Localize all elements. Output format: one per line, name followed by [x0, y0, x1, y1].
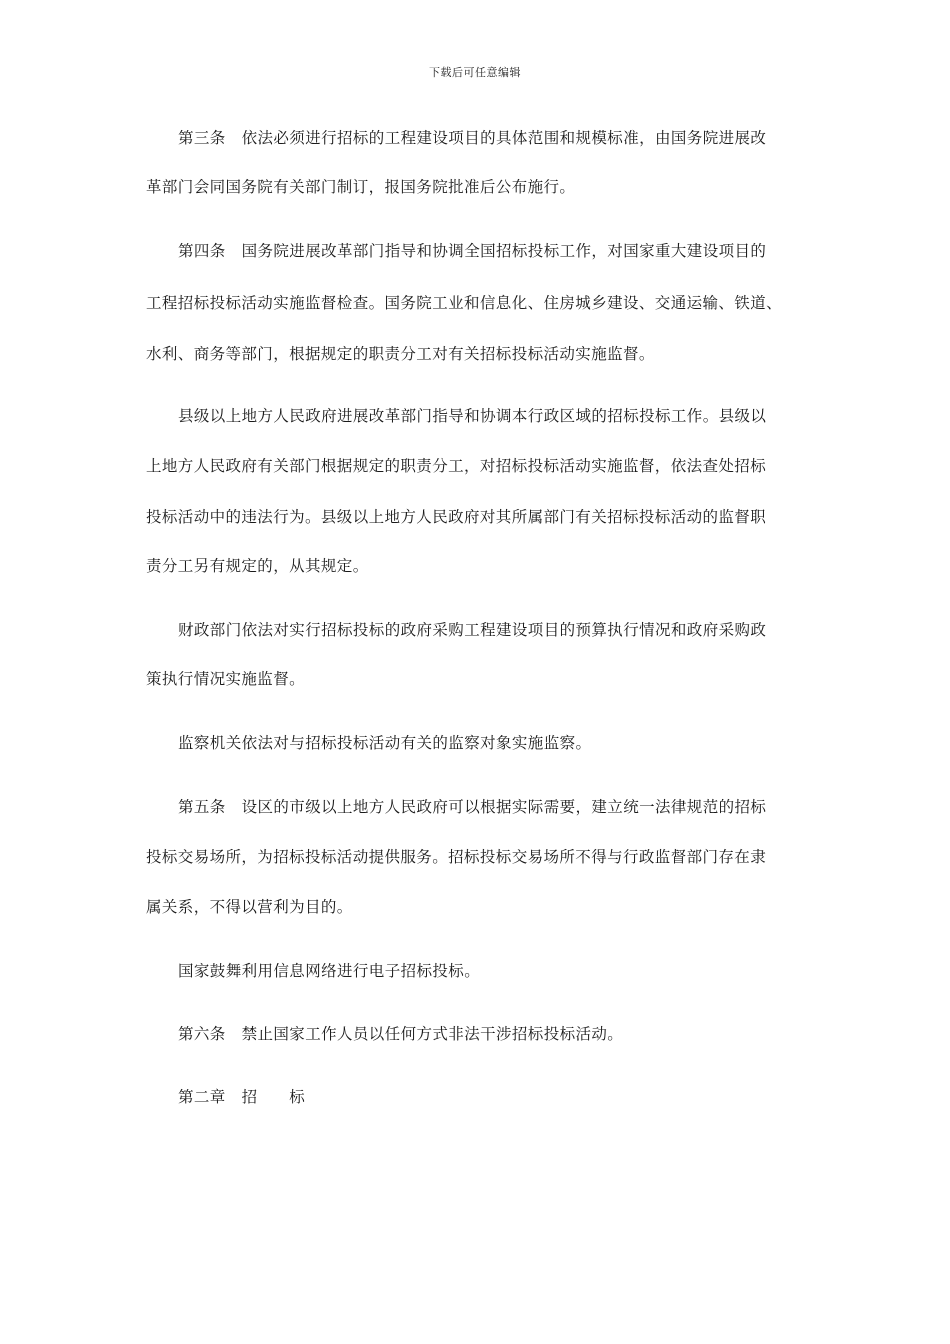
article-4-line-3: 水利、商务等部门，根据规定的职责分工对有关招标投标活动实施监督。	[146, 345, 655, 363]
article-4-line-1: 第四条 国务院进展改革部门指导和协调全国招标投标工作，对国家重大建设项目的	[178, 242, 767, 260]
supervision-para: 监察机关依法对与招标投标活动有关的监察对象实施监察。	[178, 734, 592, 752]
article-5-line-1: 第五条 设区的市级以上地方人民政府可以根据实际需要，建立统一法律规范的招标	[178, 798, 767, 816]
article-5-line-2: 投标交易场所，为招标投标活动提供服务。招标投标交易场所不得与行政监督部门存在隶	[146, 848, 767, 866]
county-para-line-1: 县级以上地方人民政府进展改革部门指导和协调本行政区域的招标投标工作。县级以	[178, 407, 767, 425]
page-header: 下载后可任意编辑	[429, 66, 521, 79]
county-para-line-3: 投标活动中的违法行为。县级以上地方人民政府对其所属部门有关招标投标活动的监督职	[146, 508, 767, 526]
article-3-line-1: 第三条 依法必须进行招标的工程建设项目的具体范围和规模标准，由国务院进展改	[178, 129, 767, 147]
chapter-2-heading: 第二章 招 标	[178, 1088, 306, 1106]
finance-para-line-2: 策执行情况实施监督。	[146, 670, 306, 688]
article-5-line-3: 属关系，不得以营利为目的。	[146, 898, 353, 916]
finance-para-line-1: 财政部门依法对实行招标投标的政府采购工程建设项目的预算执行情况和政府采购政	[178, 621, 767, 639]
electronic-bidding-para: 国家鼓舞利用信息网络进行电子招标投标。	[178, 962, 481, 980]
county-para-line-4: 责分工另有规定的，从其规定。	[146, 557, 369, 575]
article-6: 第六条 禁止国家工作人员以任何方式非法干涉招标投标活动。	[178, 1025, 624, 1043]
county-para-line-2: 上地方人民政府有关部门根据规定的职责分工，对招标投标活动实施监督，依法查处招标	[146, 457, 767, 475]
article-4-line-2: 工程招标投标活动实施监督检查。国务院工业和信息化、住房城乡建设、交通运输、铁道、	[146, 294, 783, 312]
article-3-line-2: 革部门会同国务院有关部门制订，报国务院批准后公布施行。	[146, 178, 576, 196]
